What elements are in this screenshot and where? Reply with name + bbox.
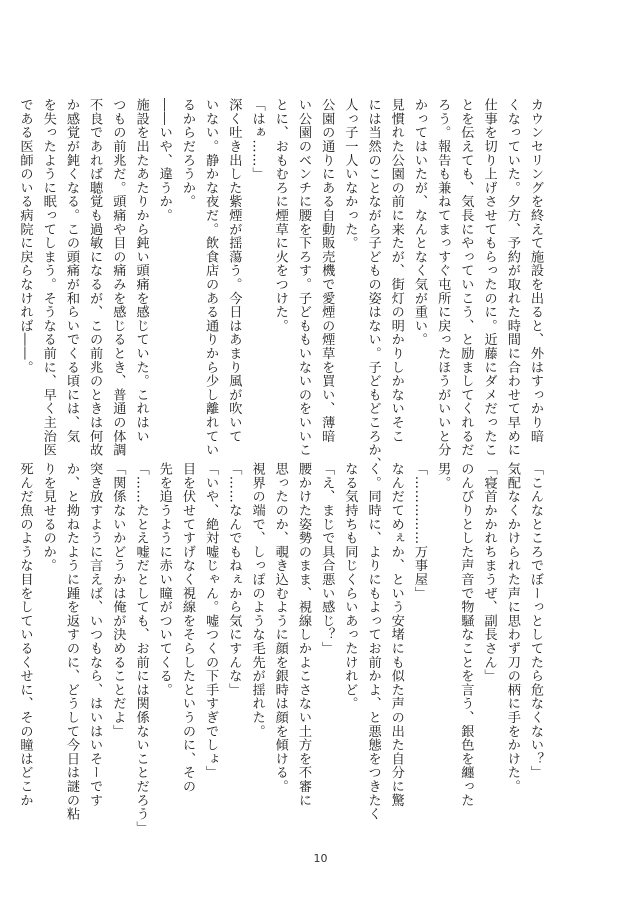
text-line: 思ったのか、覗き込むように顔を銀時は顔を傾ける。 <box>272 462 288 794</box>
text-line: か、と拗ねたように踵を返すのに、どうして今日は謎の粘 <box>63 462 79 821</box>
text-line: りを見せるのか。 <box>40 462 56 573</box>
text-line: 突き放すように言えば、いつもなら、はいはいそーです <box>87 462 103 807</box>
text-line: るからだろうか。 <box>179 98 195 209</box>
text-line: 公園の通りにある自動販売機で愛煙の煙草を買い、薄暗 <box>319 98 335 443</box>
text-line: 人っ子一人いなかった。 <box>342 98 358 250</box>
text-line: 「……たとえ嘘だとしても、お前には関係ないことだろう」 <box>133 462 149 835</box>
text-line: ――いや、違うか。 <box>156 98 172 223</box>
text-line: とを伝えても、気長にやっていこう、と励ましてくれるだ <box>458 98 474 457</box>
text-line: 男。 <box>435 462 451 490</box>
text-line: 腰かけた姿勢のまま、視線しかよこさない土方を不審に <box>295 462 311 807</box>
page-number: 10 <box>313 852 328 865</box>
text-line: く。同時に、よりにもよってお前かよ、と悪態をつきたく <box>365 462 381 821</box>
text-line: か感覚が鈍くなる。この頭痛が和らいでくる頃には、気 <box>63 98 79 443</box>
text-line: 深く吐き出した紫煙が揺蕩う。今日はあまり風が吹いて <box>226 98 242 443</box>
text-line: 施設を出たあたりから鈍い頭痛を感じていた。これはい <box>133 98 149 443</box>
text-line: つもの前兆だ。頭痛や目の痛みを感じるとき、普通の体調 <box>110 98 126 457</box>
text-line: 「関係ないかどうかは俺が決めることだよ」 <box>110 462 126 738</box>
text-line: 視界の端で、しっぽのような毛先が揺れた。 <box>249 462 265 738</box>
text-line: 「寝首かかれちまうぜ、副長さん」 <box>481 462 497 683</box>
text-line: カウンセリングを終えて施設を出ると、外はすっかり暗 <box>528 98 543 443</box>
text-line: くなっていた。夕方、予約が取れた時間に合わせて早めに <box>504 98 520 457</box>
text-line: 気配なくかけられた声に思わず刀の柄に手をかけた。 <box>504 462 520 794</box>
text-line: のんびりとした声音で物騒なことを言う、銀色を纏った <box>458 462 474 807</box>
text-line: 「……………万事屋」 <box>411 462 427 600</box>
text-line: 「こんなところでぼーっとしてたら危なくない？」 <box>528 462 543 780</box>
text-line: い公園のベンチに腰を下ろす。子どももいないのをいいこ <box>295 98 311 457</box>
text-line: なんだてめぇか、という安堵にも似た声の出た自分に驚 <box>388 462 404 807</box>
text-line: かってはいたが、なんとなく気が重い。 <box>411 98 427 347</box>
text-line: 「はぁ……」 <box>249 98 265 181</box>
text-line: とに、おもむろに煙草に火をつけた。 <box>272 98 288 333</box>
text-line: いない。静かな夜だ。飲食店のある通りから少し離れてい <box>203 98 219 457</box>
text-line: である医師のいる病院に戻らなければ――。 <box>17 98 33 374</box>
text-block-top <box>17 98 547 471</box>
text-line: ろう。報告も兼ねてまっすぐ屯所に戻ったほうがいいと分 <box>435 98 451 457</box>
text-line: なる気持ちも同じくらいあったけれど。 <box>342 462 358 711</box>
text-line: 死んだ魚のような目をしているくせに、その瞳はどこか <box>17 462 33 807</box>
text-line: を失ったように眠ってしまう。そうなる前に、早く主治医 <box>40 98 56 457</box>
text-line: には当然のことながら子どもの姿はない。子どもどころか、 <box>365 98 381 471</box>
text-line: 「……なんでもねぇから気にすんな」 <box>226 462 242 697</box>
text-line: 「いや、絶対嘘じゃん。嘘つくの下手すぎでしょ」 <box>203 462 219 780</box>
text-block-bottom <box>17 462 547 835</box>
text-line: 先を追うように赤い瞳がついてくる。 <box>156 462 172 697</box>
text-line: 不良であれば聴覚も過敏になるが、この前兆のときは何故 <box>87 98 103 457</box>
text-line: 見慣れた公園の前に来たが、街灯の明かりしかないそこ <box>388 98 404 443</box>
text-line: 目を伏せてすげなく視線をそらしたというのに、その <box>179 462 195 794</box>
text-line: 仕事を切り上げさせてもらったのに。近藤にダメだったこ <box>481 98 497 457</box>
text-line: 「え、まじで具合悪い感じ？」 <box>319 462 335 656</box>
